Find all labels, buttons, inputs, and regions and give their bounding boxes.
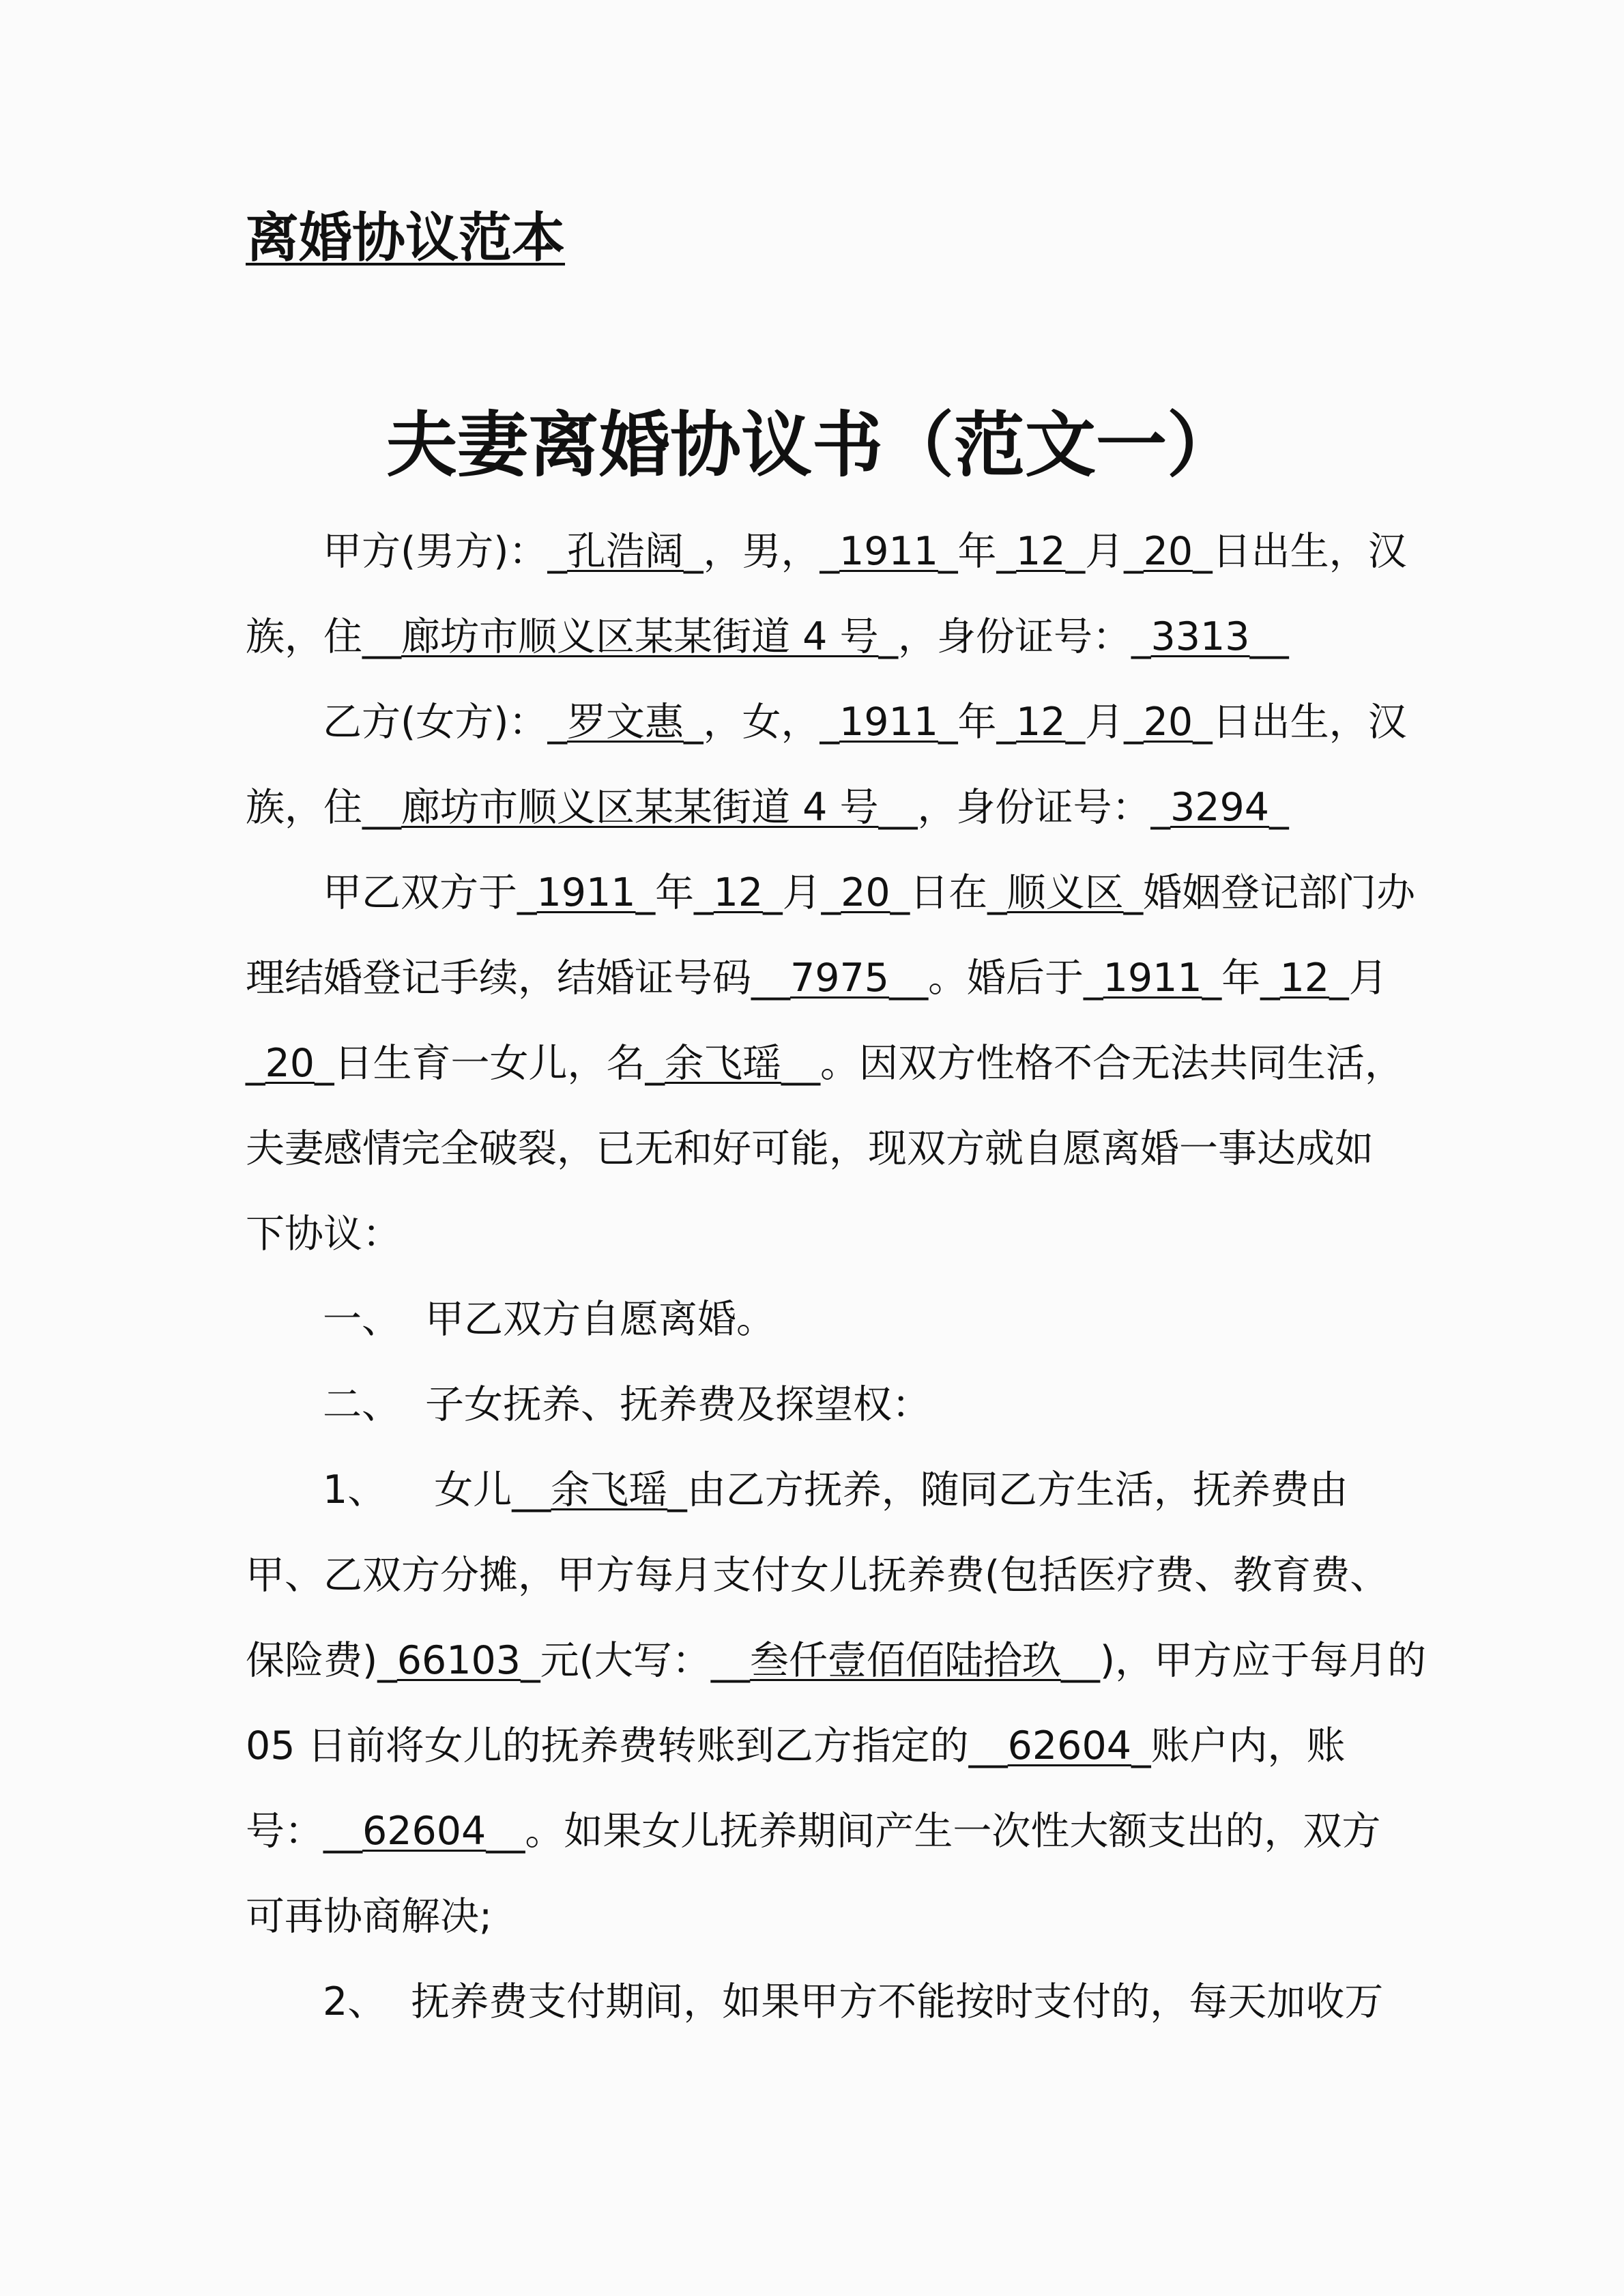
clause-1-text: 甲乙双方自愿离婚。 [425,1297,775,1342]
marriage-line-3: _20_日生育一女儿，名_余飞瑶__。因双方性格不合无法共同生活， [246,1041,1404,1086]
marriage-cert-number: 7975 [790,956,890,1001]
account-number: 62604 [362,1809,487,1854]
party-a-birth-day: 20 [1143,529,1193,574]
registration-district: 顺义区 [1006,870,1124,915]
party-a-birth-month: 12 [1016,529,1066,574]
clause-2 [323,1382,931,1427]
subclause-1-line-6: 可再协商解决; [246,1894,493,1939]
subclause-1-line-5: 号：__62604__。如果女儿抚养期间产生一次性大额支出的，双方 [246,1809,1381,1854]
support-amount: 66103 [396,1638,521,1683]
subclause-1-line-2: 甲、乙双方分摊，甲方每月支付女儿抚养费(包括医疗费、教育费、 [246,1553,1389,1598]
subclause-1-line-3: 保险费)_66103_元(大写：__叁仟壹佰佰陆拾玖__)，甲方应于每月的 [246,1638,1427,1683]
clause-2-text: 子女抚养、抚养费及探望权： [425,1382,931,1427]
marriage-line-1: 甲乙双方于_1911_年_12_月_20_日在_顺义区_婚姻登记部门办 [323,870,1416,915]
party-b-address: 廊坊市顺义区某某街道 4 号 [401,785,879,830]
document-heading: 离婚协议范本 [246,207,566,269]
party-b-birth-month: 12 [1016,700,1066,745]
subclause-1-line-1: 1、 女儿__余飞瑶_由乙方抚养，随同乙方生活，抚养费由 [323,1467,1348,1512]
daughter-name: 余飞瑶 [665,1041,782,1086]
marriage-line-2: 理结婚登记手续，结婚证号码__7975__。婚后于_1911_年_12_月 [246,956,1388,1001]
subclause-2-line-1: 2、 抚养费支付期间，如果甲方不能按时支付的，每天加收万 [323,1979,1384,2024]
party-a-line-1: 甲方(男方)：_孔浩阔_，男，_1911_年_12_月_20_日出生，汉 [323,529,1407,574]
clause-1 [323,1297,775,1342]
party-a-birth-year: 1911 [839,529,939,574]
party-b-line-1: 乙方(女方)：_罗文惠_，女，_1911_年_12_月_20_日出生，汉 [323,700,1407,745]
party-b-name: 罗文惠 [566,700,684,745]
party-b-birth-day: 20 [1143,700,1193,745]
subclause-1-line-4: 05 日前将女儿的抚养费转账到乙方指定的__62604_账户内，账 [246,1723,1346,1768]
agreement-title: 夫妻离婚协议书（范文一） [386,403,1238,487]
support-amount-words: 叁仟壹佰佰陆拾玖 [749,1638,1061,1683]
party-b-id-number: 3294 [1170,785,1270,830]
payee-account: 62604 [1007,1723,1131,1768]
party-a-id-number: 3313 [1150,614,1250,659]
party-a-line-2: 族，住__廊坊市顺义区某某街道 4 号_，身份证号：_3313__ [246,614,1289,659]
party-b-birth-year: 1911 [839,700,939,745]
party-a-name: 孔浩阔 [566,529,684,574]
marriage-line-5: 下协议： [246,1211,401,1257]
clause-2-number: 二、 [323,1382,401,1427]
party-a-address: 廊坊市顺义区某某街道 4 号 [401,614,879,659]
clause-1-number: 一、 [323,1297,401,1342]
marriage-line-4: 夫妻感情完全破裂，已无和好可能，现双方就自愿离婚一事达成如 [246,1126,1374,1171]
party-b-line-2: 族，住__廊坊市顺义区某某街道 4 号__，身份证号：_3294_ [246,785,1289,830]
